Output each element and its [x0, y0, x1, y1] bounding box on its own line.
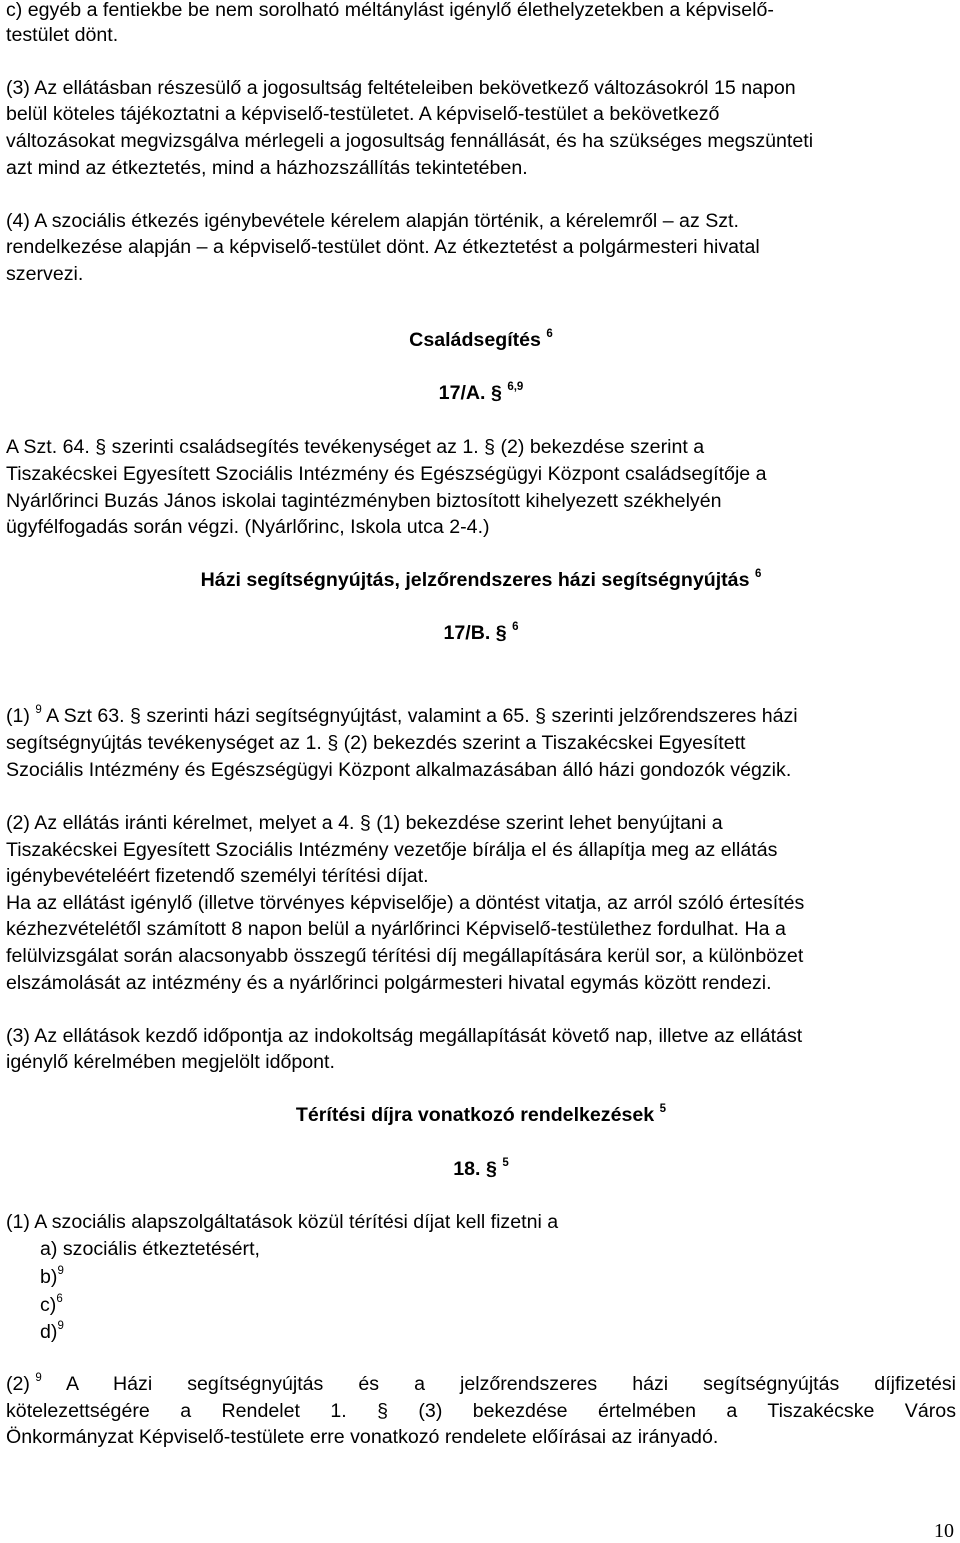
- text-line: (3) Az ellátásban részesülő a jogosultság feltételeiben bekövetkező változásokról 15 napon: [6, 77, 796, 99]
- text-line: (1) $^9$ A Szt 63. § szerinti házi segítségnyújtást, valamint a 65. § szerinti jelzőrendszeres házi: [6, 704, 798, 727]
- list-item: b)$^9$: [40, 1265, 64, 1288]
- text-line: (3) Az ellátások kezdő időpontja az indokoltság megállapítását követő nap, illetve az ellátást: [6, 1025, 803, 1047]
- text-line: Nyárlőrinci Buzás János iskolai tagintézményben biztosított kihelyezett székhelyén: [6, 490, 722, 512]
- text-line: A Szt. 64. § szerinti családsegítés tevékenységet az 1. § (2) bekezdése szerint a: [6, 436, 705, 458]
- text-line: Tiszakécskei Egyesített Szociális Intézmény és Egészségügyi Központ családsegítője a: [6, 463, 767, 485]
- list-item: d)$^9$: [40, 1320, 64, 1343]
- text-line: igénylő kérelmében megjelölt időpont.: [6, 1051, 335, 1073]
- section-number: 17/A. § $^{6,9}$: [438, 381, 524, 404]
- text-line: kézhezvételétől számított 8 napon belül a nyárlőrinci Képviselő-testülethez fordulhat. Ha a: [6, 918, 786, 940]
- text-line: Ha az ellátást igénylő (illetve törvényes képviselője) a döntést vitatja, az arról szóló értesítés: [6, 892, 805, 914]
- section-heading: Házi segítségnyújtás, jelzőrendszeres házi segítségnyújtás $^6$: [200, 568, 762, 591]
- text-line: Tiszakécskei Egyesített Szociális Intézmény vezetője bírálja el és állapítja meg az ellátás: [6, 839, 778, 861]
- text-line: segítségnyújtás tevékenységet az 1. § (2) bekezdés szerint a Tiszakécskei Egyesített: [6, 732, 746, 754]
- text-line: belül köteles tájékoztatni a képviselő-testületet. A képviselő-testület a bekövetkező: [6, 103, 720, 125]
- text-line: Önkormányzat Képviselő-testülete erre vonatkozó rendelete előírásai az irányadó.: [6, 1426, 719, 1448]
- page-number: 10: [934, 1520, 954, 1542]
- list-item: c)$^6$: [40, 1293, 63, 1316]
- text-line: igénybevételéért fizetendő személyi térítési díjat.: [6, 865, 429, 887]
- text-line: c) egyéb a fentiekbe be nem sorolható méltánylást igénylő élethelyzetekben a képviselő-: [6, 0, 774, 21]
- text-line: Szociális Intézmény és Egészségügyi Központ alkalmazásában álló házi gondozók végzik.: [6, 759, 792, 781]
- text-line: elszámolását az intézmény és a nyárlőrinci polgármesteri hivatal egymás között rendezi.: [6, 972, 772, 994]
- text-line: (2) Az ellátás iránti kérelmet, melyet a 4. § (1) bekezdése szerint lehet benyújtani a: [6, 812, 723, 834]
- section-number: 18. § $^5$: [453, 1157, 509, 1180]
- section-heading: Térítési díjra vonatkozó rendelkezések $^5$: [295, 1103, 667, 1126]
- text-line: (1) A szociális alapszolgáltatások közül térítési díjat kell fizetni a: [6, 1211, 559, 1233]
- list-item: a) szociális étkeztetésért,: [40, 1238, 260, 1260]
- text-line: szervezi.: [6, 263, 84, 285]
- text-line: változásokat megvizsgálva mérlegeli a jogosultság fennállását, és ha szükséges megszünteti: [6, 130, 814, 152]
- text-line: ügyfélfogadás során végzi. (Nyárlőrinc, Iskola utca 2-4.): [6, 516, 490, 538]
- section-heading: Családsegítés $^6$: [409, 328, 553, 351]
- text-line: (2) $^9$ A Házi segítségnyújtás és a jelzőrendszeres házi segítségnyújtás díjfizetési: [6, 1372, 956, 1395]
- text-line: rendelkezése alapján – a képviselő-testület dönt. Az étkeztetést a polgármesteri hivatal: [6, 236, 760, 258]
- text-line: testület dönt.: [6, 24, 119, 46]
- text-line: felülvizsgálat során alacsonyabb összegű térítési díj megállapítására kerül sor, a különbözet: [6, 945, 804, 967]
- text-line: kötelezettségére a Rendelet 1. § (3) bekezdése értelmében a Tiszakécske Város: [6, 1400, 956, 1422]
- section-number: 17/B. § $^6$: [443, 621, 519, 644]
- text-line: azt mind az étkeztetés, mind a házhozszállítás tekintetében.: [6, 157, 528, 179]
- text-line: (4) A szociális étkezés igénybevétele kérelem alapján történik, a kérelemről – az Szt.: [6, 210, 739, 232]
